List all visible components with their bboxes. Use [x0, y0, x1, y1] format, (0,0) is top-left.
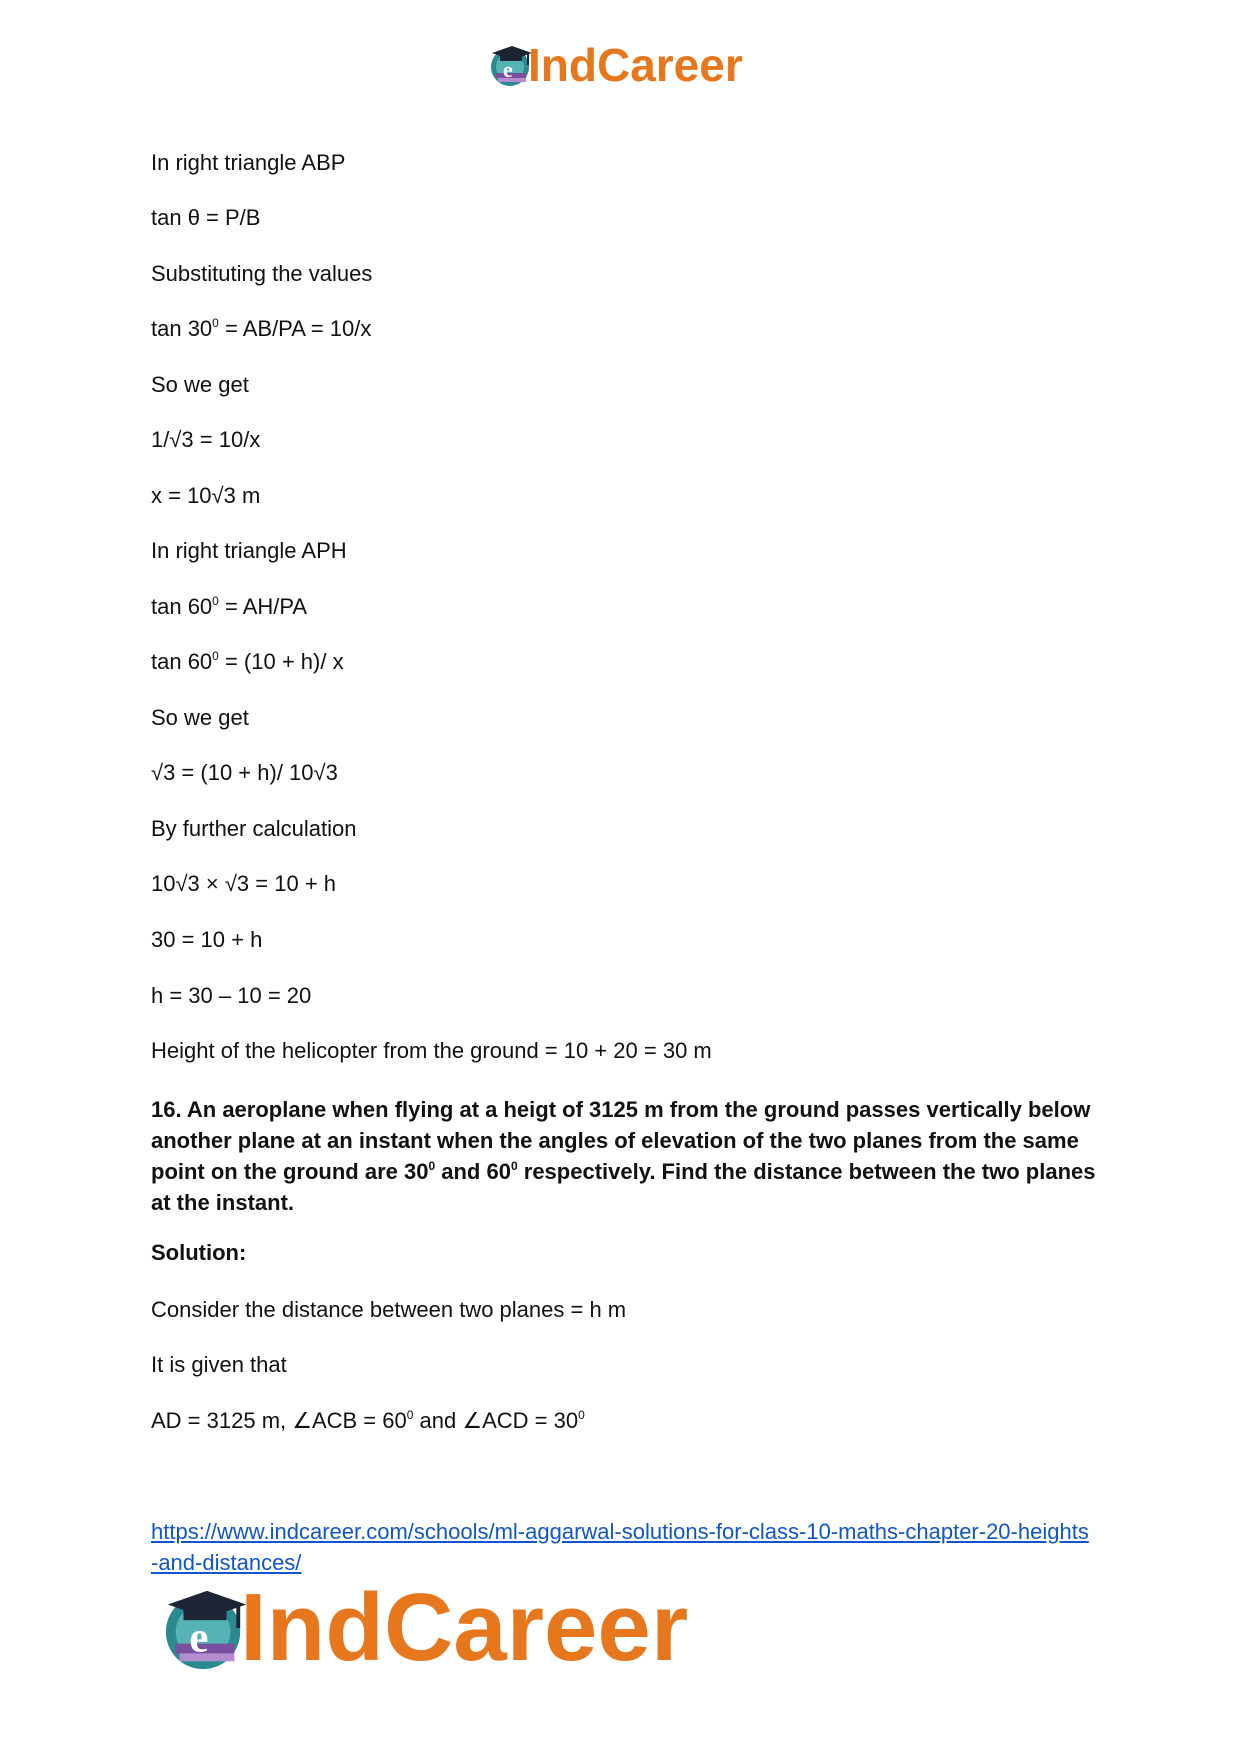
text-line — [151, 649, 344, 675]
text-line: Consider the distance between two planes = h m — [151, 1297, 627, 1322]
text-span: = AH/PA — [218, 594, 308, 619]
text-line: In right triangle APH — [151, 538, 347, 563]
question-text: and 60 — [435, 1159, 511, 1184]
text-line: 30 = 10 + h — [151, 927, 263, 952]
superscript: 0 — [428, 1159, 436, 1173]
text-line — [151, 316, 371, 342]
source-link[interactable]: https://www.indcareer.com/schools/ml-aggarwal-solutions-for-class-10-maths-chapter-20-heights-and-distances/ — [151, 1519, 1089, 1575]
superscript: 0 — [406, 1408, 414, 1422]
superscript: 0 — [212, 649, 219, 663]
text-line: It is given that — [151, 1352, 287, 1377]
brand-logo-bottom[interactable] — [160, 1574, 689, 1681]
text-line — [151, 594, 307, 620]
text-line: In right triangle ABP — [151, 150, 346, 175]
solution-heading: Solution: — [151, 1240, 247, 1265]
text-span: AD = 3125 m, ∠ACB = 60 — [151, 1408, 407, 1433]
text-line: 10√3 × √3 = 10 + h — [151, 871, 337, 896]
text-line: So we get — [151, 705, 249, 730]
question-text: respectively. Find the distance between the two planes at the instant. — [151, 1159, 1096, 1215]
svg-text:e: e — [189, 1614, 209, 1662]
text-line: By further calculation — [151, 816, 357, 841]
text-line: So we get — [151, 372, 249, 397]
brand-name: IndCareer — [240, 1574, 689, 1681]
text-line: Substituting the values — [151, 261, 373, 286]
text-span: = AB/PA = 10/x — [218, 316, 372, 341]
superscript: 0 — [212, 594, 219, 608]
svg-text:e: e — [503, 57, 513, 82]
text-span: tan 60 — [151, 594, 213, 619]
text-line: h = 30 – 10 = 20 — [151, 983, 312, 1008]
brand-logo-top[interactable] — [488, 39, 743, 91]
text-line — [151, 1408, 585, 1434]
text-span: = (10 + h)/ x — [218, 649, 344, 674]
brand-name: IndCareer — [528, 39, 743, 91]
superscript: 0 — [578, 1408, 585, 1422]
graduation-cap-book-icon — [160, 1584, 250, 1672]
question-text: 16. An aeroplane when flying at a heigt of 3125 m from the ground passes vertically below another plane at an instant when the angles of elevation of the two planes from the same point on the ground are 30 — [151, 1097, 1091, 1184]
text-line: x = 10√3 m — [151, 483, 261, 508]
text-line: Height of the helicopter from the ground = 10 + 20 = 30 m — [151, 1038, 712, 1063]
text-span: tan 60 — [151, 649, 213, 674]
text-line: √3 = (10 + h)/ 10√3 — [151, 760, 338, 785]
text-span: tan 30 — [151, 316, 213, 341]
superscript: 0 — [212, 316, 219, 330]
text-span: and ∠ACD = 30 — [413, 1408, 579, 1433]
text-line: tan θ = P/B — [151, 205, 261, 230]
question-16 — [151, 1094, 1096, 1218]
superscript: 0 — [510, 1159, 518, 1173]
text-line: 1/√3 = 10/x — [151, 427, 261, 452]
